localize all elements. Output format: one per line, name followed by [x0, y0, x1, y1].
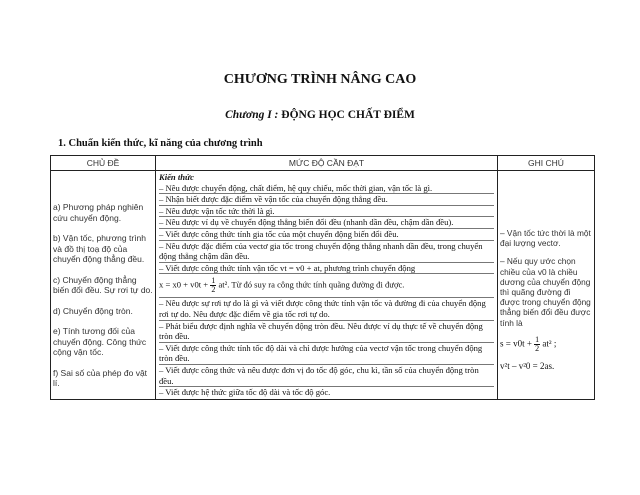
note-frac-num: 1 — [535, 334, 540, 344]
topic-item: a) Phương pháp nghiên cứu chuyển động. — [53, 202, 144, 223]
header-row — [51, 156, 595, 171]
requirement-line: – Nêu được chuyển động, chất điểm, hệ quy chiếu, mốc thời gian, vận tốc là gì. — [159, 183, 494, 195]
requirement-line: – Viết được công thức tính tốc độ dài và chỉ được hướng của vectơ vận tốc trong chuyển động tròn đều. — [159, 343, 494, 365]
knowledge-label: Kiến thức — [159, 172, 194, 182]
requirement-line: – Viết được công thức tính gia tốc của một chuyển động biến đổi đều. — [159, 229, 494, 241]
requirement-line: – Nhận biết được đặc điểm về vận tốc của chuyển động thẳng đều. — [159, 194, 494, 206]
note-item: – Vận tốc tức thời là một đại lượng vectơ. — [500, 228, 591, 249]
requirement-line: – Phát biểu được định nghĩa về chuyển động tròn đều. Nêu được ví dụ thực tế về chuyển động tròn đều. — [159, 321, 494, 343]
note-formula-prefix: s = v0t + — [500, 338, 532, 349]
chapter-title: ĐỘNG HỌC CHẤT ĐIỂM — [281, 109, 415, 121]
requirement-line: – Viết được hệ thức giữa tốc độ dài và tốc độ góc. — [159, 387, 331, 398]
header-topic: CHỦ ĐỀ — [51, 156, 156, 171]
requirement-line: – Nêu được sự rơi tự do là gì và viết được công thức tính vận tốc và đường đi của chuyển động rơi tự do. Nêu được đặc điểm về gia tốc rơi tự do. — [159, 298, 494, 320]
topic-item: e) Tính tương đối của chuyển động. Công thức cộng vận tốc. — [53, 326, 147, 357]
header-level: MỨC ĐỘ CẦN ĐẠT — [156, 156, 498, 171]
requirement-line: – Viết được công thức và nêu được đơn vị đo tốc độ góc, chu kì, tần số của chuyển động tròn đều. — [159, 365, 494, 387]
note-item: – Nếu quy ước chọn chiều của v0 là chiều dương của chuyển động thì quãng đường đi được trong chuyển động thẳng biến đổi đều được tính là — [500, 256, 591, 328]
motion-equation — [159, 274, 494, 298]
note-formula-distance — [500, 336, 592, 353]
table-row — [51, 171, 595, 400]
topic-cell — [51, 171, 156, 400]
frac-num: 1 — [211, 276, 216, 286]
notes-cell — [498, 171, 595, 400]
formula-prefix: x = x0 + v0t + — [159, 279, 209, 290]
topic-item: b) Vận tốc, phương trình và đồ thị toạ độ của chuyển động thẳng đều. — [53, 233, 147, 264]
page-title: CHƯƠNG TRÌNH NÂNG CAO — [223, 72, 417, 87]
note-frac-den: 2 — [535, 343, 540, 353]
section-heading: 1. Chuẩn kiến thức, kĩ năng của chương trình — [58, 138, 263, 149]
topic-item: d) Chuyển động tròn. — [53, 305, 133, 316]
topic-item: f) Sai số của phép đo vật lí. — [53, 367, 148, 388]
header-notes: GHI CHÚ — [498, 156, 595, 171]
chapter-label: Chương I : — [225, 109, 279, 121]
formula-suffix: at². Từ đó suy ra công thức tính quãng đường đi được. — [218, 279, 405, 290]
chapter-heading — [0, 109, 640, 121]
frac-den: 2 — [211, 285, 216, 295]
note-formula-suffix: at² ; — [542, 338, 557, 349]
requirement-line: – Viết được công thức tính vận tốc vt = v0 + at, phương trình chuyển động — [159, 263, 494, 275]
requirement-line: – Nêu được đặc điểm của vectơ gia tốc trong chuyển động thẳng nhanh dần đều, trong chuyển động thẳng chậm dần đều. — [159, 241, 494, 263]
note-fraction — [534, 336, 540, 353]
requirements-cell — [156, 171, 498, 400]
curriculum-table — [50, 155, 595, 400]
requirement-line: – Nêu được ví dụ về chuyển động thẳng biến đổi đều (nhanh dần đều, chậm dần đều). — [159, 217, 494, 229]
note-formula-velocity: v²t – v²0 = 2as. — [500, 360, 555, 371]
requirement-line: – Nêu được vận tốc tức thời là gì. — [159, 206, 494, 218]
topic-item: c) Chuyển động thẳng biến đổi đều. Sự rơi tự do. — [53, 274, 153, 295]
fraction — [210, 277, 216, 294]
